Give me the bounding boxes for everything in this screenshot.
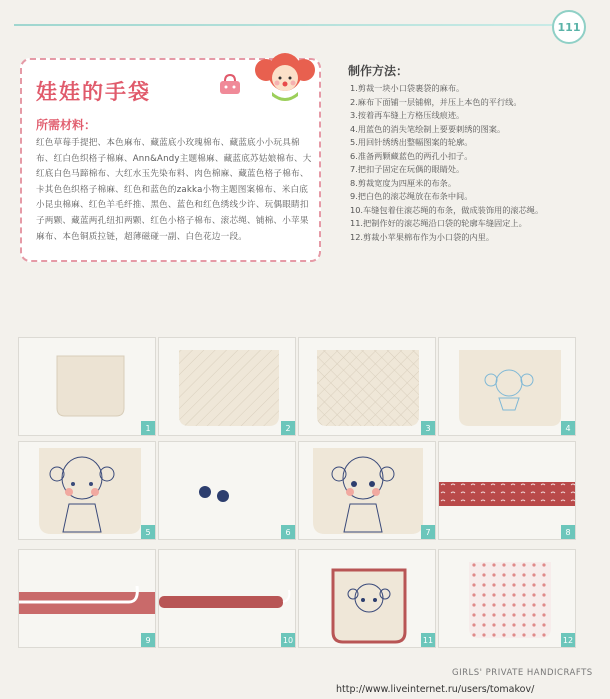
step-number: 3	[421, 421, 435, 435]
piping-cord-icon	[159, 550, 296, 648]
method-step: 5.用回针绣绣出整幅图案的轮廓。	[350, 137, 473, 147]
method-step: 2.麻布下面铺一层铺棉，并压上本色的平行线。	[350, 96, 522, 107]
method-step: 4.用蓝色的消失笔绘制上要要刺绣的图案。	[350, 123, 506, 134]
method-step: 7.把扣子固定在玩偶的眼睛处。	[350, 164, 465, 174]
step-number: 9	[141, 633, 155, 647]
method-step: 3.按着再车缝上方格压线痕迹。	[350, 110, 465, 120]
method-step: 11.把制作好的滚芯绳沿口袋的轮廓车缝固定上。	[350, 218, 527, 228]
step-photo-3	[298, 337, 436, 436]
step-number: 11	[421, 633, 435, 647]
page-number-badge: 111	[552, 10, 586, 44]
method-heading: 制作方法：	[348, 64, 409, 78]
step-number: 8	[561, 525, 575, 539]
header-rule	[14, 24, 554, 26]
embroidered-girl-icon	[19, 442, 156, 540]
step-photo-4	[438, 337, 576, 436]
pocket-with-piping-icon	[299, 550, 436, 648]
step-photo-1	[18, 337, 156, 436]
step-photo-8	[438, 441, 576, 540]
method-step: 8.剪裁宽度为四厘米的布条。	[350, 177, 457, 188]
lining-fabric-icon	[439, 550, 576, 648]
quilted-piece-icon	[159, 338, 296, 436]
step-photo-12	[438, 549, 576, 648]
materials-card	[20, 58, 321, 262]
fabric-strip-icon	[439, 442, 576, 540]
girl-illustration-icon	[254, 44, 316, 106]
handbag-icon	[218, 73, 242, 95]
method-step: 6.准备两颗藏蓝色的两孔小扣子。	[350, 150, 473, 161]
step-photo-9	[18, 549, 156, 648]
step-number: 6	[281, 525, 295, 539]
method-step: 1.剪裁一块小口袋裹袋的麻布。	[350, 83, 465, 93]
step-number: 7	[421, 525, 435, 539]
girl-with-button-eyes-icon	[299, 442, 436, 540]
linen-piece-icon	[19, 338, 156, 436]
method-steps-list	[350, 82, 600, 244]
step-photo-5	[18, 441, 156, 540]
method-step: 9.把白色的滚芯绳放在布条中间。	[350, 191, 473, 201]
source-watermark: http://www.liveinternet.ru/users/tomakov/	[336, 684, 535, 695]
method-step: 10.车缝包着住滚芯绳的布条，做成装饰用的滚芯绳。	[350, 204, 544, 215]
traced-design-icon	[439, 338, 576, 436]
step-number: 12	[561, 633, 575, 647]
buttons-icon	[159, 442, 296, 540]
quilted-grid-piece-icon	[299, 338, 436, 436]
step-number: 1	[141, 421, 155, 435]
strip-with-cord-icon	[19, 550, 156, 648]
step-photo-6	[158, 441, 296, 540]
step-number: 4	[561, 421, 575, 435]
materials-text: 红色草莓手提把、本色麻布、藏蓝底小玫瑰棉布、藏蓝底小小玩具棉布、红白色织格子棉麻、Ann&Andy主题棉麻、藏蓝底苏姑娘棉布、大红底白色马蹄棉布、大红水玉先染布料、肉色棉麻、藏蓝色格子棉布、卡其色色织格子棉麻、红色和蓝色的zakka小物主题图案棉布、米白底小昆虫棉麻、红色羊毛纤推、黑色、蓝色和红色绣线少许、玩偶眼睛扣子两颗、藏蓝两孔纽扣两颗、红色小格子棉布、滚芯绳、铺棉、小苹果麻布、本色铜质拉链，超薄磁碰一副、白色花边一段。	[36, 138, 312, 242]
step-number: 10	[281, 633, 295, 647]
step-number: 5	[141, 525, 155, 539]
footer-label: GIRLS' PRIVATE HANDICRAFTS	[452, 668, 593, 678]
step-photo-11	[298, 549, 436, 648]
page-title: 娃娃的手袋	[36, 80, 151, 104]
method-step: 12.剪裁小苹果棉布作为小口袋的内里。	[350, 231, 495, 242]
step-photo-2	[158, 337, 296, 436]
step-photo-10	[158, 549, 296, 648]
step-number: 2	[281, 421, 295, 435]
step-photo-7	[298, 441, 436, 540]
materials-heading: 所需材料：	[36, 118, 97, 132]
